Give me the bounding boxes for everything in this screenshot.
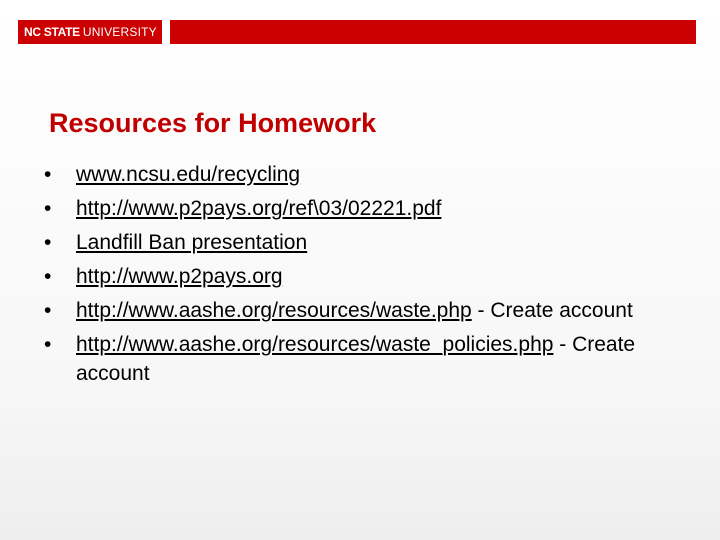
resource-link[interactable]: www.ncsu.edu/recycling [76,163,301,186]
list-item [44,262,664,291]
list-item [44,330,664,388]
resource-list [44,160,664,393]
list-item [44,296,664,325]
resource-link[interactable]: http://www.p2pays.org/ref\03/02221.pdf [76,197,442,220]
resource-link[interactable]: http://www.aashe.org/resources/waste.php [76,299,472,322]
logo-light-text: UNIVERSITY [82,25,157,39]
item-suffix: - Create account [76,333,636,385]
ncstate-logo [18,20,162,44]
header-bar [0,20,720,44]
bullet-point: • [44,163,52,186]
list-item [44,160,664,189]
resource-link[interactable]: Landfill Ban presentation [76,231,308,254]
list-item [44,228,664,257]
resource-link[interactable]: http://www.p2pays.org [76,265,283,288]
bullet-point: • [44,231,52,254]
item-suffix: - Create account [471,299,633,322]
bullet-point: • [44,299,52,322]
bullet-point: • [44,265,52,288]
slide-title: Resources for Homework [49,108,377,138]
logo-bold-text: NC STATE [24,25,80,39]
resource-link[interactable]: http://www.aashe.org/resources/waste_policies.php [76,333,554,356]
list-item [44,194,664,223]
bullet-point: • [44,333,52,356]
header-red-strip [170,20,696,44]
bullet-point: • [44,197,52,220]
